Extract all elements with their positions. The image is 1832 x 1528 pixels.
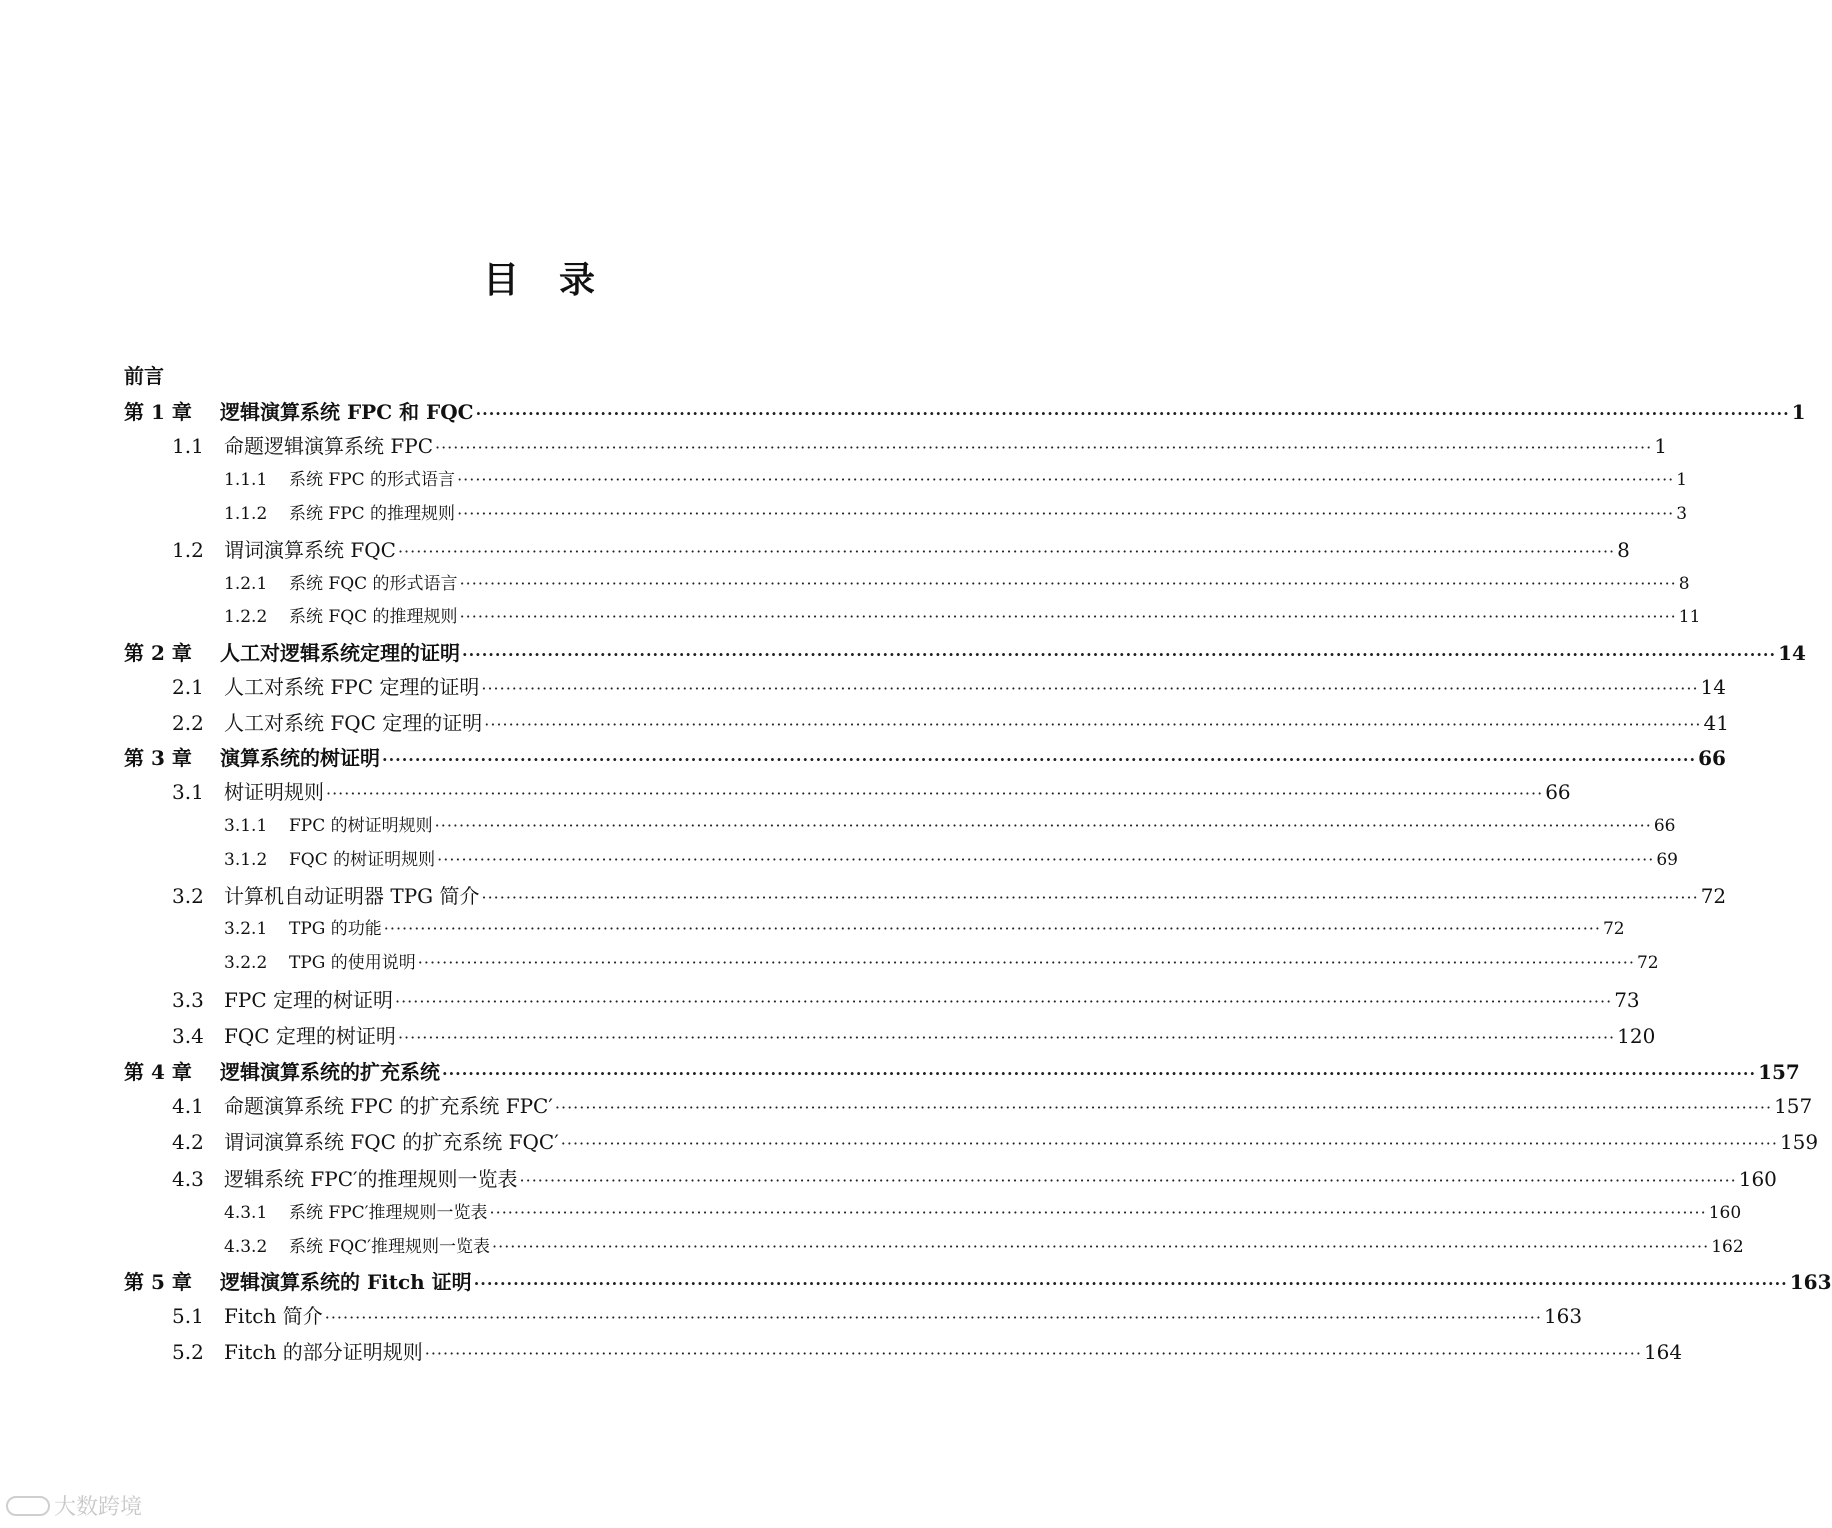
toc-entry[interactable] — [124, 637, 1806, 665]
toc-entry[interactable] — [124, 742, 1726, 770]
toc-entry-page: 164 — [1643, 1340, 1683, 1364]
watermark-text: 大数跨境 — [54, 1495, 143, 1520]
toc-entry-number: 4.3.1 — [224, 1203, 268, 1223]
toc-entry-title: 命题演算系统 FPC 的扩充系统 FPC′ — [224, 1094, 553, 1118]
toc-entry[interactable] — [124, 1056, 1800, 1084]
toc-entry[interactable] — [172, 880, 1727, 908]
toc-entry-page: 8 — [1617, 538, 1630, 562]
toc-dot-leader: ········································································································································································································ — [442, 1064, 1757, 1083]
toc-entry-page: 66 — [1698, 746, 1726, 770]
toc-entry-number: 2.1 — [172, 675, 204, 699]
toc-entry[interactable] — [172, 984, 1640, 1012]
toc-entry[interactable] — [224, 465, 1688, 491]
toc-dot-leader: ········································································································································································································ — [437, 850, 1655, 869]
toc-entry-page: 72 — [1636, 953, 1659, 973]
toc-entry-page: 14 — [1778, 641, 1806, 665]
toc-entry-number: 3.2.1 — [224, 919, 268, 939]
toc-entry-number: 5.1 — [172, 1304, 204, 1328]
toc-entry[interactable] — [224, 948, 1659, 974]
toc-entry-number: 1.2.2 — [224, 607, 268, 627]
toc-entry[interactable] — [224, 845, 1678, 871]
toc-dot-leader: ········································································································································································································ — [481, 888, 1699, 907]
toc-dot-leader: ········································································································································································································ — [397, 1028, 1616, 1047]
toc-entry-title: 人工对逻辑系统定理的证明 — [220, 641, 460, 665]
toc-entry[interactable] — [124, 1266, 1832, 1294]
toc-dot-leader: ········································································································································································································ — [417, 953, 1635, 972]
toc-entry-page: 120 — [1617, 1024, 1656, 1048]
toc-entry-page: 11 — [1678, 607, 1701, 627]
toc-entry[interactable] — [172, 776, 1571, 804]
toc-entry-number: 1.1 — [172, 434, 204, 458]
toc-entry-page: 157 — [1758, 1060, 1800, 1084]
toc-entry-title: FQC 定理的树证明 — [224, 1024, 396, 1048]
toc-entry-page: 163 — [1543, 1304, 1583, 1328]
toc-entry-page: 1 — [1676, 470, 1688, 490]
toc-entry[interactable] — [172, 534, 1630, 562]
toc-dot-leader: ········································································································································································································ — [473, 1274, 1788, 1293]
toc-entry-title: 系统 FQC 的推理规则 — [289, 607, 458, 627]
toc-dot-leader: ········································································································································································································ — [424, 1344, 1642, 1363]
toc-entry-number: 1.1.2 — [224, 504, 268, 524]
toc-entry-number: 3.1.2 — [224, 850, 268, 870]
toc-entry[interactable] — [224, 499, 1688, 525]
toc-entry-title: TPG 的功能 — [289, 919, 382, 939]
toc-dot-leader: ········································································································································································································ — [457, 504, 1675, 523]
toc-dot-leader: ········································································································································································································ — [382, 750, 1697, 769]
toc-entry[interactable] — [172, 1336, 1683, 1364]
toc-entry-title: 演算系统的树证明 — [220, 746, 380, 770]
toc-entry-page: 8 — [1678, 574, 1690, 594]
toc-dot-leader: ········································································································································································································ — [459, 607, 1677, 626]
toc-entry-page: 66 — [1653, 816, 1676, 836]
toc-dot-leader: ········································································································································································································ — [492, 1237, 1710, 1256]
toc-dot-leader: ········································································································································································································ — [481, 679, 1699, 698]
toc-entry-title: 系统 FQC′推理规则一览表 — [289, 1237, 491, 1257]
toc-entry-number: 3.3 — [172, 988, 204, 1012]
toc-entry[interactable] — [172, 1020, 1656, 1048]
toc-entry-page: 66 — [1545, 780, 1571, 804]
toc-entry-title: FPC 定理的树证明 — [224, 988, 393, 1012]
page-title: 目 录 — [482, 260, 597, 301]
toc-entry[interactable] — [224, 569, 1690, 595]
toc-entry-page: 160 — [1738, 1167, 1777, 1191]
toc-dot-leader: ········································································································································································································ — [383, 919, 1601, 938]
toc-entry-page: 157 — [1774, 1094, 1813, 1118]
toc-entry-number: 第 1 章 — [124, 400, 192, 424]
toc-entry-number: 3.2.2 — [224, 953, 268, 973]
toc-entry-title: 计算机自动证明器 TPG 简介 — [224, 884, 480, 908]
toc-dot-leader: ········································································································································································································ — [519, 1171, 1737, 1190]
toc-entry-page: 72 — [1602, 919, 1625, 939]
toc-entry[interactable] — [224, 602, 1701, 628]
toc-entry-number: 1.2 — [172, 538, 204, 562]
toc-entry-page: 163 — [1789, 1270, 1832, 1294]
toc-entry-page: 69 — [1656, 850, 1678, 870]
toc-entry-title: 人工对系统 FQC 定理的证明 — [224, 711, 483, 735]
toc-entry-title: Fitch 的部分证明规则 — [224, 1340, 423, 1364]
toc-entry[interactable] — [224, 1198, 1742, 1224]
toc-entry-number: 第 3 章 — [124, 746, 192, 770]
toc-dot-leader: ········································································································································································································ — [462, 645, 1777, 664]
toc-entry-page: 162 — [1711, 1237, 1744, 1257]
toc-entry-title: 逻辑系统 FPC′的推理规则一览表 — [224, 1167, 518, 1191]
toc-dot-leader: ········································································································································································································ — [554, 1098, 1773, 1117]
toc-entry[interactable] — [172, 671, 1726, 699]
toc-entry-title: 系统 FPC 的推理规则 — [289, 504, 456, 524]
toc-entry-page: 1 — [1654, 434, 1667, 458]
toc-entry-title: 人工对系统 FPC 定理的证明 — [224, 675, 480, 699]
toc-entry-title: 命题逻辑演算系统 FPC — [224, 434, 433, 458]
toc-entry-number: 1.2.1 — [224, 574, 268, 594]
toc-entry-number: 3.4 — [172, 1024, 204, 1048]
toc-entry-page: 160 — [1708, 1203, 1742, 1223]
toc-dot-leader: ········································································································································································································ — [560, 1134, 1778, 1153]
toc-entry-number: 5.2 — [172, 1340, 204, 1364]
toc-preface-label: 前言 — [124, 364, 164, 388]
toc-entry-title: 逻辑演算系统 FPC 和 FQC — [220, 400, 474, 424]
toc-entry-number: 4.1 — [172, 1094, 204, 1118]
toc-entry-number: 1.1.1 — [224, 470, 268, 490]
toc-entry-title: 系统 FPC′推理规则一览表 — [289, 1203, 488, 1223]
toc-entry-title: 系统 FQC 的形式语言 — [289, 574, 458, 594]
toc-dot-leader: ········································································································································································································ — [475, 404, 1790, 423]
toc-dot-leader: ········································································································································································································ — [395, 992, 1613, 1011]
toc-dot-leader: ········································································································································································································ — [324, 1308, 1542, 1327]
toc-entry[interactable] — [224, 914, 1625, 940]
toc-entry-number: 4.3.2 — [224, 1237, 268, 1257]
toc-entry[interactable] — [172, 1163, 1777, 1191]
toc-entry-number: 3.2 — [172, 884, 204, 908]
toc-dot-leader: ········································································································································································································ — [435, 438, 1653, 457]
toc-entry-number: 4.2 — [172, 1130, 204, 1154]
toc-entry-number: 第 2 章 — [124, 641, 192, 665]
toc-entry[interactable] — [172, 430, 1667, 458]
toc-entry-title: 树证明规则 — [224, 780, 324, 804]
toc-entry-page: 72 — [1700, 884, 1727, 908]
toc-dot-leader: ········································································································································································································ — [326, 784, 1544, 803]
toc-entry-number: 3.1 — [172, 780, 204, 804]
toc-entry-number: 3.1.1 — [224, 816, 268, 836]
toc-entry-title: FPC 的树证明规则 — [289, 816, 433, 836]
toc-entry-page: 1 — [1791, 400, 1806, 424]
toc-entry[interactable] — [224, 811, 1676, 837]
toc-dot-leader: ········································································································································································································ — [459, 574, 1677, 593]
toc-entry-page: 159 — [1779, 1130, 1819, 1154]
toc-entry-number: 第 4 章 — [124, 1060, 192, 1084]
toc-entry-number: 4.3 — [172, 1167, 204, 1191]
toc-preface[interactable] — [124, 360, 955, 386]
toc-entry[interactable] — [172, 1300, 1583, 1328]
watermark — [6, 1490, 142, 1521]
toc-entry-title: 逻辑演算系统的扩充系统 — [220, 1060, 440, 1084]
toc-dot-leader: ········································································································································································································ — [397, 542, 1616, 561]
toc-entry[interactable] — [172, 1090, 1813, 1118]
toc-entry-title: Fitch 简介 — [224, 1304, 323, 1328]
toc-entry-page: 41 — [1703, 711, 1729, 735]
toc-dot-leader: ········································································································································································································ — [457, 470, 1675, 489]
toc-entry[interactable] — [124, 396, 1806, 424]
toc-entry-number: 第 5 章 — [124, 1270, 192, 1294]
toc-entry-page: 14 — [1700, 675, 1726, 699]
toc-entry-page: 73 — [1614, 988, 1640, 1012]
toc-entry-title: 逻辑演算系统的 Fitch 证明 — [220, 1270, 472, 1294]
toc-entry[interactable] — [172, 1126, 1819, 1154]
toc-entry-title: TPG 的使用说明 — [289, 953, 416, 973]
toc-entry-title: 系统 FPC 的形式语言 — [289, 470, 456, 490]
toc-entry-number: 2.2 — [172, 711, 204, 735]
watermark-logo-icon — [6, 1496, 50, 1516]
toc-entry-title: 谓词演算系统 FQC 的扩充系统 FQC′ — [224, 1130, 559, 1154]
toc-dot-leader: ········································································································································································································ — [484, 715, 1702, 734]
toc-entry-title: FQC 的树证明规则 — [289, 850, 436, 870]
toc-entry[interactable] — [224, 1232, 1744, 1258]
toc-dot-leader: ········································································································································································································ — [489, 1203, 1707, 1222]
toc-entry-title: 谓词演算系统 FQC — [224, 538, 396, 562]
toc-entry-page: 3 — [1676, 504, 1688, 524]
toc-dot-leader: ········································································································································································································ — [434, 816, 1652, 835]
toc-entry[interactable] — [172, 707, 1729, 735]
